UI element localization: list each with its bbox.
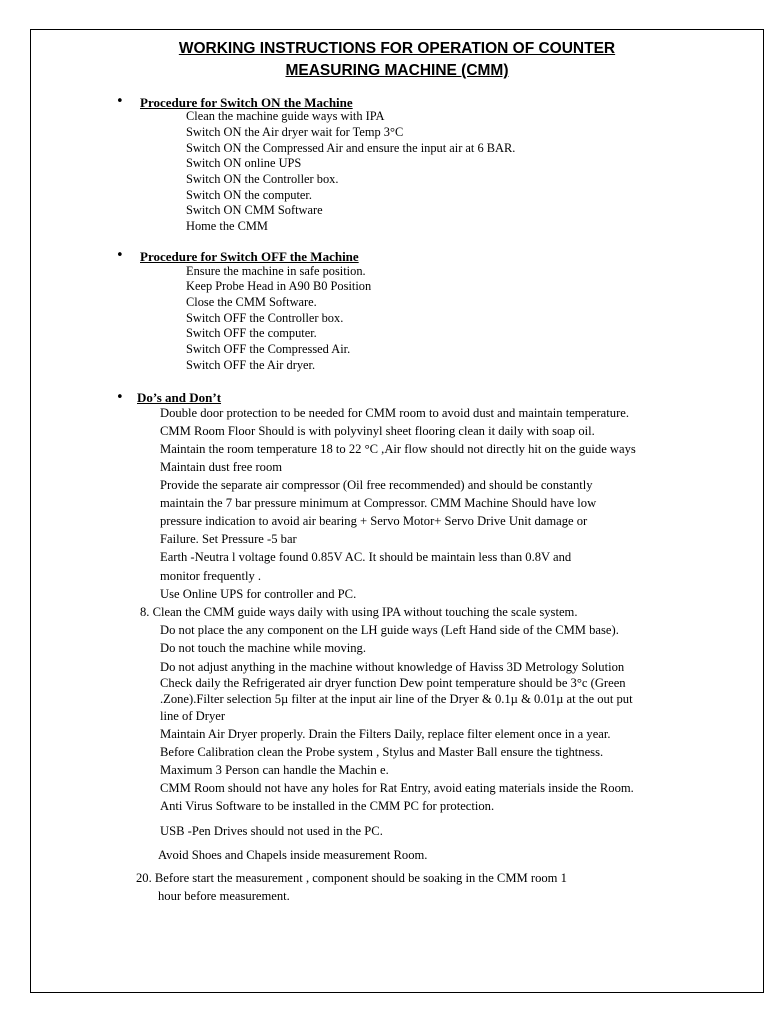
dos-donts-line: Do not touch the machine while moving. [160, 641, 367, 655]
switch-off-item: Switch OFF the Controller box. [186, 311, 344, 325]
bullet-icon: • [116, 390, 124, 405]
switch-off-item: Close the CMM Software. [186, 295, 317, 309]
dos-donts-line: Use Online UPS for controller and PC. [160, 587, 357, 601]
switch-on-item: Switch ON the Air dryer wait for Temp 3°C [186, 125, 404, 139]
dos-donts-line: Do not place the any component on the LH guide ways (Left Hand side of the CMM base). [160, 623, 619, 637]
switch-off-item: Ensure the machine in safe position. [186, 264, 366, 278]
dos-donts-line: maintain the 7 bar pressure minimum at Compressor. CMM Machine Should have low [160, 496, 597, 510]
switch-on-item: Switch ON the computer. [186, 188, 312, 202]
switch-off-item: Switch OFF the Compressed Air. [186, 342, 351, 356]
dos-donts-line: Do not adjust anything in the machine without knowledge of Haviss 3D Metrology Solution [160, 660, 625, 674]
switch-on-item: Switch ON online UPS [186, 156, 302, 170]
dos-donts-line: Double door protection to be needed for CMM room to avoid dust and maintain temperature. [160, 406, 630, 420]
dos-donts-line: Maintain Air Dryer properly. Drain the Filters Daily, replace filter element once in a year. [160, 727, 611, 741]
dos-donts-line: Failure. Set Pressure -5 bar [160, 532, 297, 546]
dos-donts-line: Earth -Neutra l voltage found 0.85V AC. It should be maintain less than 0.8V and [160, 550, 572, 564]
dos-donts-line: Maximum 3 Person can handle the Machin e. [160, 763, 389, 777]
dos-donts-line: Check daily the Refrigerated air dryer function Dew point temperature should be 3°c (Green [160, 676, 626, 690]
switch-on-item: Switch ON CMM Software [186, 203, 323, 217]
dos-donts-line: Anti Virus Software to be installed in the CMM PC for protection. [160, 799, 495, 813]
dos-donts-line: CMM Room should not have any holes for Rat Entry, avoid eating materials inside the Room. [160, 781, 634, 795]
dos-donts-line: .Zone).Filter selection 5µ filter at the input air line of the Dryer & 0.1µ & 0.01µ at the out put [160, 692, 633, 706]
dos-donts-line: hour before measurement. [158, 889, 290, 903]
dos-donts-line: Maintain the room temperature 18 to 22 °C ,Air flow should not directly hit on the guide ways [160, 442, 636, 456]
switch-off-heading: Procedure for Switch OFF the Machine [140, 249, 359, 264]
switch-off-item: Keep Probe Head in A90 B0 Position [186, 279, 372, 293]
switch-on-heading: Procedure for Switch ON the Machine [140, 95, 353, 110]
dos-donts-line: USB -Pen Drives should not used in the PC. [160, 824, 383, 838]
dos-donts-line: Maintain dust free room [160, 460, 283, 474]
document-title-line2: MEASURING MACHINE (CMM) [285, 62, 509, 79]
dos-donts-line: Before Calibration clean the Probe system , Stylus and Master Ball ensure the tightness. [160, 745, 604, 759]
switch-on-item: Switch ON the Controller box. [186, 172, 339, 186]
dos-donts-line: Avoid Shoes and Chapels inside measurement Room. [158, 848, 428, 862]
document-title-line1: WORKING INSTRUCTIONS FOR OPERATION OF COUNTER [178, 40, 616, 57]
bullet-icon: • [116, 248, 124, 263]
dos-donts-line: pressure indication to avoid air bearing + Servo Motor+ Servo Drive Unit damage or [160, 514, 588, 528]
switch-off-item: Switch OFF the computer. [186, 326, 317, 340]
dos-donts-line: 8. Clean the CMM guide ways daily with using IPA without touching the scale system. [140, 605, 578, 619]
dos-donts-line: CMM Room Floor Should is with polyvinyl sheet flooring clean it daily with soap oil. [160, 424, 595, 438]
bullet-icon: • [116, 94, 124, 109]
switch-on-item: Switch ON the Compressed Air and ensure the input air at 6 BAR. [186, 141, 516, 155]
dos-donts-line: monitor frequently . [160, 569, 262, 583]
switch-on-item: Clean the machine guide ways with IPA [186, 109, 385, 123]
dos-donts-line: 20. Before start the measurement , component should be soaking in the CMM room 1 [136, 871, 567, 885]
dos-donts-heading: Do’s and Don’t [137, 390, 222, 405]
switch-off-item: Switch OFF the Air dryer. [186, 358, 316, 372]
dos-donts-line: Provide the separate air compressor (Oil free recommended) and should be constantly [160, 478, 593, 492]
switch-on-item: Home the CMM [186, 219, 268, 233]
dos-donts-line: line of Dryer [160, 709, 226, 723]
